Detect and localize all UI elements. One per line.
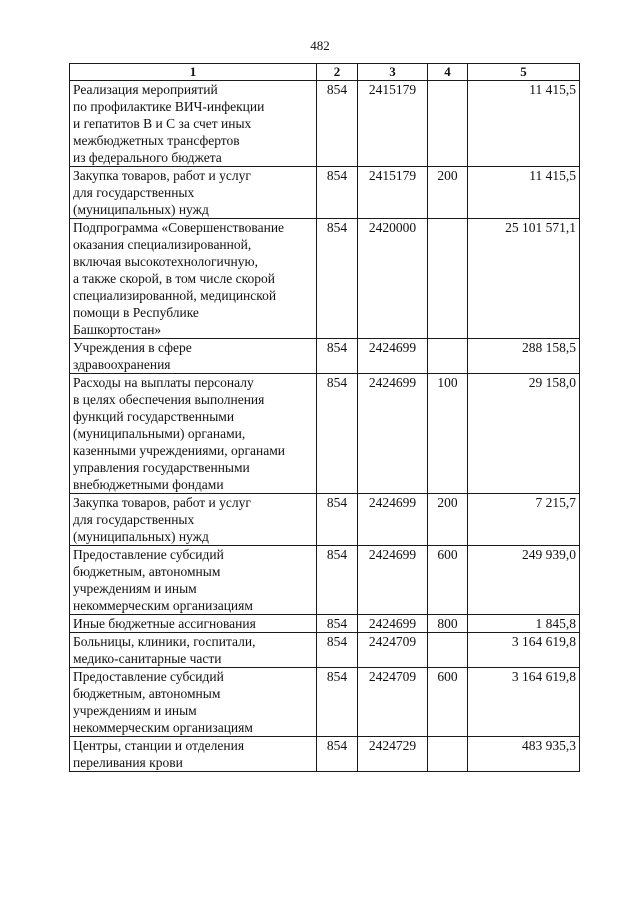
row-amount: 11 415,5 (468, 81, 580, 167)
row-name: Расходы на выплаты персоналу в целях обеспечения выполнения функций государственными (муниципальными) органами, казенными учреждениями, органами управления государственными внебюджетными фондами (70, 374, 317, 494)
row-name: Учреждения в сфере здравоохранения (70, 339, 317, 374)
row-type: 200 (428, 167, 468, 219)
page-number: 482 (310, 38, 330, 53)
row-type: 600 (428, 668, 468, 737)
row-amount: 7 215,7 (468, 494, 580, 546)
row-vedomstvo: 854 (317, 339, 358, 374)
row-code: 2424699 (358, 546, 428, 615)
row-type: 100 (428, 374, 468, 494)
table-row (70, 546, 580, 615)
row-name: Предоставление субсидий бюджетным, автономным учреждениям и иным некоммерческим организациям (70, 546, 317, 615)
row-vedomstvo: 854 (317, 494, 358, 546)
row-vedomstvo: 854 (317, 167, 358, 219)
table-row (70, 633, 580, 668)
row-name: Предоставление субсидий бюджетным, автономным учреждениям и иным некоммерческим организациям (70, 668, 317, 737)
row-code: 2415179 (358, 81, 428, 167)
row-vedomstvo: 854 (317, 81, 358, 167)
row-name: Центры, станции и отделения переливания крови (70, 737, 317, 772)
table-row (70, 374, 580, 494)
table-header-row (70, 64, 580, 81)
row-type: 800 (428, 615, 468, 633)
column-header-vedomstvo: 2 (317, 64, 358, 81)
budget-table (69, 63, 580, 772)
row-type: 200 (428, 494, 468, 546)
table-row (70, 81, 580, 167)
row-name: Закупка товаров, работ и услуг для государственных (муниципальных) нужд (70, 167, 317, 219)
row-amount: 11 415,5 (468, 167, 580, 219)
row-type (428, 737, 468, 772)
row-vedomstvo: 854 (317, 737, 358, 772)
row-code: 2424709 (358, 668, 428, 737)
column-header-type: 4 (428, 64, 468, 81)
row-code: 2420000 (358, 219, 428, 339)
row-vedomstvo: 854 (317, 668, 358, 737)
row-code: 2424709 (358, 633, 428, 668)
row-type (428, 81, 468, 167)
row-name: Реализация мероприятий по профилактике ВИЧ-инфекции и гепатитов В и С за счет иных межбюджетных трансфертов из федерального бюджета (70, 81, 317, 167)
row-amount: 25 101 571,1 (468, 219, 580, 339)
table-row (70, 737, 580, 772)
row-amount: 288 158,5 (468, 339, 580, 374)
column-header-name: 1 (70, 64, 317, 81)
row-code: 2424699 (358, 339, 428, 374)
table-row (70, 615, 580, 633)
column-header-amount: 5 (468, 64, 580, 81)
row-type (428, 219, 468, 339)
column-header-code: 3 (358, 64, 428, 81)
row-code: 2424699 (358, 615, 428, 633)
row-amount: 3 164 619,8 (468, 668, 580, 737)
row-amount: 29 158,0 (468, 374, 580, 494)
row-vedomstvo: 854 (317, 546, 358, 615)
row-name: Иные бюджетные ассигнования (70, 615, 317, 633)
table-row (70, 494, 580, 546)
row-code: 2424699 (358, 374, 428, 494)
row-vedomstvo: 854 (317, 374, 358, 494)
row-amount: 483 935,3 (468, 737, 580, 772)
row-code: 2424729 (358, 737, 428, 772)
row-type: 600 (428, 546, 468, 615)
row-type (428, 633, 468, 668)
table-row (70, 668, 580, 737)
row-name: Больницы, клиники, госпитали, медико-санитарные части (70, 633, 317, 668)
table-row (70, 339, 580, 374)
row-amount: 3 164 619,8 (468, 633, 580, 668)
row-name: Подпрограмма «Совершенствование оказания специализированной, включая высокотехнологичную, а также скорой, в том числе скорой специализированной, медицинской помощи в Республике Башкортостан» (70, 219, 317, 339)
table-row (70, 167, 580, 219)
row-amount: 249 939,0 (468, 546, 580, 615)
row-code: 2424699 (358, 494, 428, 546)
row-type (428, 339, 468, 374)
table-row (70, 219, 580, 339)
row-vedomstvo: 854 (317, 633, 358, 668)
row-amount: 1 845,8 (468, 615, 580, 633)
row-vedomstvo: 854 (317, 615, 358, 633)
row-code: 2415179 (358, 167, 428, 219)
row-vedomstvo: 854 (317, 219, 358, 339)
row-name: Закупка товаров, работ и услуг для государственных (муниципальных) нужд (70, 494, 317, 546)
